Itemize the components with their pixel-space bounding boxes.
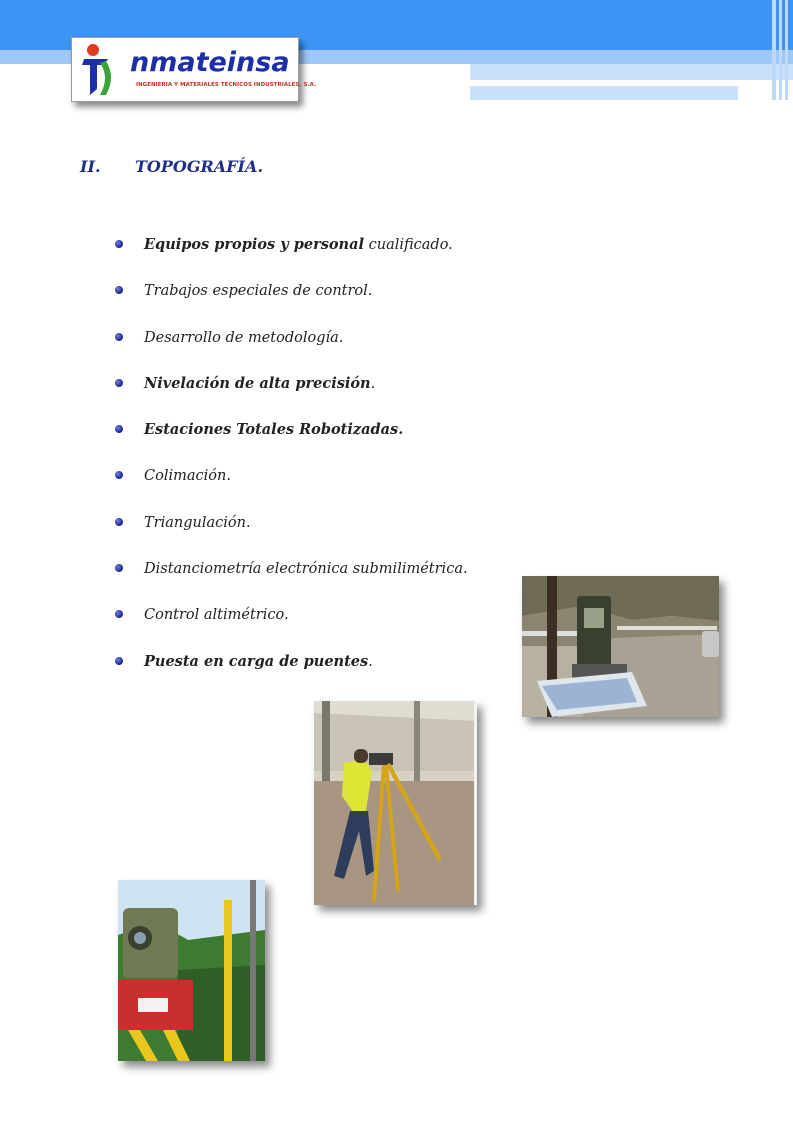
list-item-bold: Puesta en carga de puentes: [144, 652, 369, 670]
list-item-text: Distanciometría electrónica submilimétrica.: [144, 561, 468, 578]
section-heading: [80, 157, 263, 176]
list-item-bold: Equipos propios y personal: [144, 236, 364, 253]
header-strip: [470, 64, 793, 80]
bullet-icon: [115, 564, 123, 572]
bullet-icon: [115, 610, 123, 618]
logo-wordmark: nmateinsa: [130, 47, 290, 78]
company-logo: [71, 37, 317, 102]
photo-total-station-bridge: [522, 576, 719, 717]
list-item-bold: Estaciones Totales Robotizadas.: [144, 421, 404, 439]
logo-subtitle: INGENIERIA Y MATERIALES TECNICOS INDUSTRIALES, S.A.: [136, 82, 317, 88]
bridge-photo-image: [522, 576, 719, 717]
list-item-text: .: [368, 653, 373, 670]
header-strip: [470, 86, 738, 100]
bullet-icon: [115, 425, 123, 433]
list-item-text: Control altimétrico.: [144, 607, 289, 624]
bullet-icon: [115, 471, 123, 479]
header-vertical-bar: [772, 0, 776, 100]
logo-mark-icon: [80, 43, 116, 97]
list-item-text: Desarrollo de metodología.: [144, 329, 344, 346]
list-item-text: Triangulación.: [144, 514, 251, 531]
list-item-bold: Nivelación de alta precisión: [144, 374, 371, 392]
photo-theodolite: [118, 880, 265, 1061]
list-item-text: Colimación.: [144, 468, 231, 485]
bullet-icon: [115, 286, 123, 294]
bullet-icon: [115, 240, 123, 248]
bullet-icon: [115, 657, 123, 665]
section-number: II.: [80, 157, 101, 176]
list-item-text: .: [370, 375, 376, 392]
header-vertical-bar: [785, 0, 788, 100]
header-vertical-bar: [779, 0, 782, 100]
section-title: TOPOGRAFÍA.: [135, 157, 264, 176]
theodolite-photo-image: [118, 880, 265, 1061]
bullet-icon: [115, 333, 123, 341]
bullet-icon: [115, 518, 123, 526]
bullet-icon: [115, 379, 123, 387]
surveyor-photo-image: [314, 701, 477, 905]
list-item-text: cualificado.: [364, 237, 453, 253]
photo-surveyor-tripod: [314, 701, 477, 905]
list-item-text: Trabajos especiales de control.: [144, 283, 373, 300]
